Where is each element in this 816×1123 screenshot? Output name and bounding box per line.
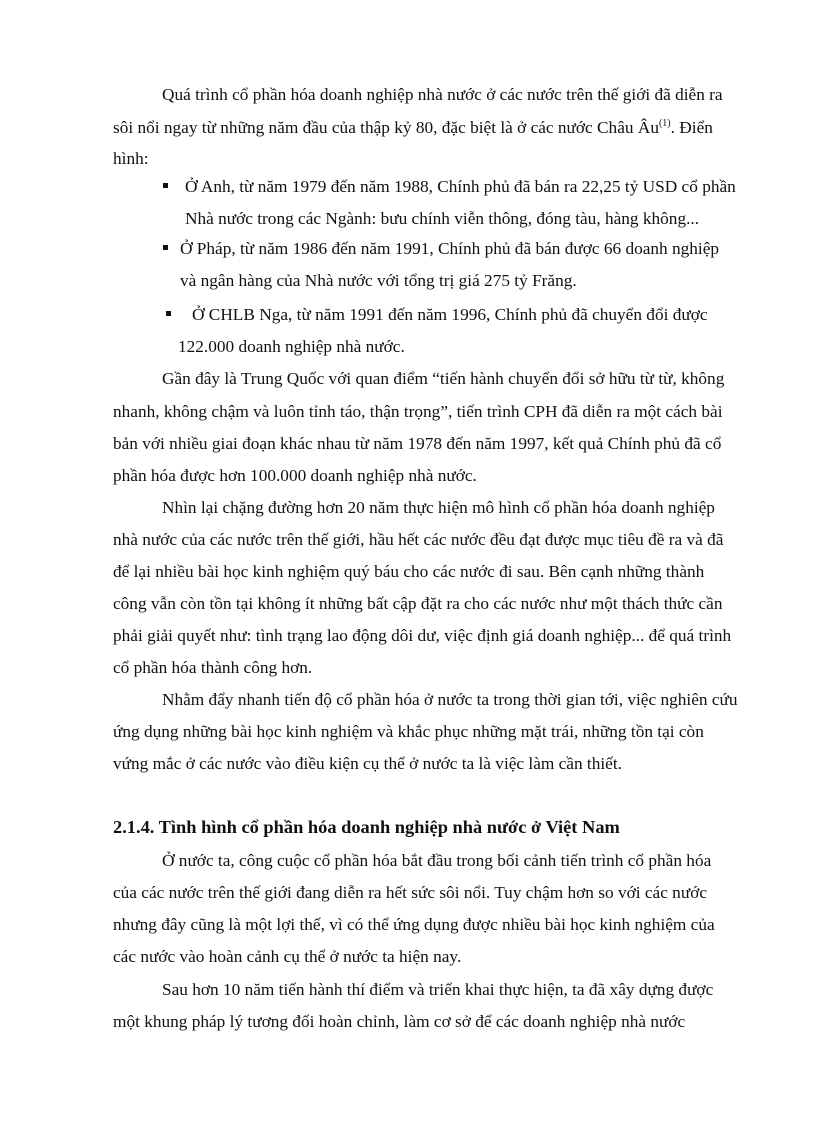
bullet-icon bbox=[163, 245, 168, 250]
bullet-item-line: Ở Anh, từ năm 1979 đến năm 1988, Chính phủ đã bán ra 22,25 tỷ USD cổ phần bbox=[185, 177, 736, 196]
body-line: ứng dụng những bài học kinh nghiệm và khắc phục những mặt trái, những tồn tại còn bbox=[113, 722, 704, 741]
intro-line: hình: bbox=[113, 149, 149, 168]
intro-line: Quá trình cổ phần hóa doanh nghiệp nhà nước ở các nước trên thế giới đã diễn ra bbox=[162, 85, 723, 104]
bullet-item-line: và ngân hàng của Nhà nước với tổng trị giá 275 tỷ Frăng. bbox=[180, 271, 577, 290]
intro-line bbox=[113, 117, 713, 139]
intro-text: sôi nổi ngay từ những năm đầu của thập kỷ 80, đặc biệt là ở các nước Châu Âu bbox=[113, 118, 659, 137]
bullet-item-line: 122.000 doanh nghiệp nhà nước. bbox=[178, 337, 405, 356]
body-line: Sau hơn 10 năm tiến hành thí điểm và triển khai thực hiện, ta đã xây dựng được bbox=[162, 980, 714, 999]
body-line: của các nước trên thế giới đang diễn ra hết sức sôi nổi. Tuy chậm hơn so với các nước bbox=[113, 883, 708, 902]
body-line: phải giải quyết như: tình trạng lao động dôi dư, việc định giá doanh nghiệp... để quá trình bbox=[113, 626, 732, 645]
body-line: công vẫn còn tồn tại không ít những bất cập đặt ra cho các nước như một thách thức cần bbox=[113, 594, 723, 613]
body-line: để lại nhiều bài học kinh nghiệm quý báu cho các nước đi sau. Bên cạnh những thành bbox=[113, 562, 705, 581]
bullet-icon bbox=[163, 183, 168, 188]
body-line: Nhằm đẩy nhanh tiến độ cổ phần hóa ở nước ta trong thời gian tới, việc nghiên cứu bbox=[162, 690, 738, 709]
body-line: vứng mắc ở các nước vào điều kiện cụ thể ở nước ta là việc làm cần thiết. bbox=[113, 754, 622, 773]
bullet-item-line: Nhà nước trong các Ngành: bưu chính viễn thông, đóng tàu, hàng không... bbox=[185, 209, 700, 228]
body-line: nhưng đây cũng là một lợi thế, vì có thể ứng dụng được nhiều bài học kinh nghiệm của bbox=[113, 915, 715, 934]
bullet-icon bbox=[166, 311, 171, 316]
body-line: các nước vào hoàn cảnh cụ thể ở nước ta hiện nay. bbox=[113, 947, 462, 966]
section-heading: 2.1.4. Tình hình cổ phần hóa doanh nghiệp nhà nước ở Việt Nam bbox=[113, 817, 620, 837]
intro-text: . Điển bbox=[670, 118, 713, 137]
body-line: phần hóa được hơn 100.000 doanh nghiệp nhà nước. bbox=[113, 466, 477, 485]
bullet-item-line: Ở CHLB Nga, từ năm 1991 đến năm 1996, Chính phủ đã chuyển đổi được bbox=[192, 305, 708, 324]
bullet-item-line: Ở Pháp, từ năm 1986 đến năm 1991, Chính phủ đã bán được 66 doanh nghiệp bbox=[180, 239, 720, 258]
body-line: một khung pháp lý tương đối hoàn chỉnh, làm cơ sở để các doanh nghiệp nhà nước bbox=[113, 1012, 686, 1031]
body-line: cổ phần hóa thành công hơn. bbox=[113, 658, 313, 677]
body-line: nhanh, không chậm và luôn tỉnh táo, thận trọng”, tiến trình CPH đã diễn ra một cách bài bbox=[113, 402, 723, 421]
body-line: Nhìn lại chặng đường hơn 20 năm thực hiện mô hình cổ phần hóa doanh nghiệp bbox=[162, 498, 715, 517]
body-line: Gần đây là Trung Quốc với quan điểm “tiến hành chuyển đổi sở hữu từ từ, không bbox=[162, 369, 725, 388]
body-line: Ở nước ta, công cuộc cổ phần hóa bắt đầu trong bối cảnh tiến trình cổ phần hóa bbox=[162, 851, 712, 870]
body-line: nhà nước của các nước trên thế giới, hầu hết các nước đều đạt được mục tiêu đề ra và đã bbox=[113, 530, 724, 549]
body-line: bản với nhiều giai đoạn khác nhau từ năm 1978 đến năm 1997, kết quả Chính phủ đã cổ bbox=[113, 434, 722, 453]
footnote-marker: (1) bbox=[658, 118, 671, 129]
